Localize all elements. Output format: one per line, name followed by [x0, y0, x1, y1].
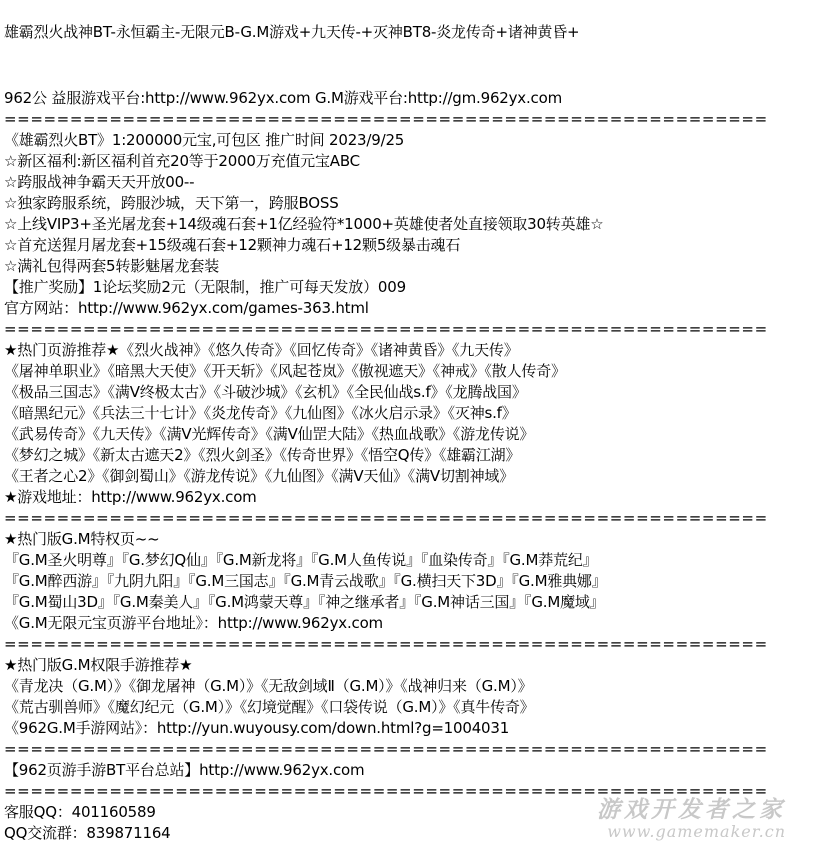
hot-pages-heading: ★热门页游推荐★《烈火战神》《悠久传奇》《回忆传奇》《诸神黄昏》《九天传》: [4, 341, 519, 359]
separator: ==========================================================: [4, 740, 768, 758]
game-address-link[interactable]: ★游戏地址：http://www.962yx.com: [4, 488, 257, 506]
document-body: [4, 22, 812, 844]
game-list-line: 《梦幻之城》《新太古遮天2》《烈火剑圣》《传奇世界》《悟空Q传》《雄霸江湖》: [4, 446, 521, 464]
page-title: 雄霸烈火战神BT-永恒霸主-无限元B-G.M游戏+九天传-+灭神BT8-炎龙传奇+诸神黄昏+: [4, 23, 580, 41]
separator: ==========================================================: [4, 110, 768, 128]
main-site-link[interactable]: 【962页游手游BT平台总站】http://www.962yx.com: [4, 761, 365, 779]
promo-section: [4, 130, 812, 319]
game-list-line: 《武易传奇》《九天传》《满V光辉传奇》《满V仙罡大陆》《热血战歌》《游龙传说》: [4, 425, 535, 443]
qq-group: QQ交流群：839871164: [4, 824, 171, 842]
official-site-link[interactable]: 官方网站：http://www.962yx.com/games-363.html: [4, 299, 369, 317]
game-list-line: 《屠神单职业》《暗黑大天使》《开天斩》《风起苍岚》《傲视遮天》《神戒》《散人传奇》: [4, 362, 566, 380]
promo-reward: 【推广奖励】1论坛奖励2元（无限制，推广可每天发放）009: [4, 278, 406, 296]
gm-pages-section: [4, 529, 812, 634]
separator: ==========================================================: [4, 635, 768, 653]
promo-item: ☆跨服战神争霸天天开放00--: [4, 173, 195, 191]
mobile-list-line: 《荒古驯兽师》《魔幻纪元（G.M）》《幻境觉醒》《口袋传说（G.M）》《真牛传奇》: [4, 698, 535, 716]
gm-list-line: 『G.M圣火明尊』『G.梦幻Q仙』『G.M新龙将』『G.M人鱼传说』『血染传奇』『G.M莽荒纪』: [4, 551, 598, 569]
game-list-line: 《极品三国志》《满V终极太古》《斗破沙城》《玄机》《全民仙战s.f》《龙腾战国》: [4, 383, 527, 401]
promo-item: ☆首充送猩月屠龙套+15级魂石套+12颗神力魂石+12颗5级暴击魂石: [4, 236, 461, 254]
separator: ==========================================================: [4, 509, 768, 527]
promo-item: ☆独家跨服系统，跨服沙城，天下第一，跨服BOSS: [4, 194, 339, 212]
promo-headline: 《雄霸烈火BT》1:200000元宝,可包区 推广时间 2023/9/25: [4, 131, 405, 149]
promo-item: ☆新区福利:新区福利首充20等于2000万充值元宝ABC: [4, 152, 360, 170]
separator: ==========================================================: [4, 782, 768, 800]
contact-section: [4, 802, 812, 844]
promo-item: ☆上线VIP3+圣光屠龙套+14级魂石套+1亿经验符*1000+英雄使者处直接领取30转英雄☆: [4, 215, 604, 233]
gm-list-line: 『G.M蜀山3D』『G.M秦美人』『G.M鸿蒙天尊』『神之继承者』『G.M神话三国』『G.M魔域』: [4, 593, 605, 611]
watermark-cn: 游戏开发者之家: [597, 796, 786, 823]
mobile-list-line: 《青龙决（G.M）》《御龙屠神（G.M）》《无敌剑域Ⅱ（G.M）》《战神归来（G.M）》: [4, 677, 533, 695]
mobile-site-link[interactable]: 《962G.M手游网站》：http://yun.wuyousy.com/down.html?g=1004031: [4, 719, 510, 737]
gm-platform-link[interactable]: 《G.M无限元宝页游平台地址》：http://www.962yx.com: [4, 614, 383, 632]
support-qq: 客服QQ：401160589: [4, 803, 156, 821]
platform-line: 962公 益服游戏平台:http://www.962yx.com G.M游戏平台:http://gm.962yx.com: [4, 89, 562, 107]
gm-pages-heading: ★热门版G.M特权页~~: [4, 530, 160, 548]
gm-mobile-section: [4, 655, 812, 739]
game-list-line: 《王者之心2》《御剑蜀山》《游龙传说》《九仙图》《满V天仙》《满V切割神域》: [4, 467, 514, 485]
promo-item: ☆满礼包得两套5转影魅屠龙套装: [4, 257, 219, 275]
game-list-line: 《暗黑纪元》《兵法三十七计》《炎龙传奇》《九仙图》《冰火启示录》《灭神s.f》: [4, 404, 517, 422]
watermark-en: www.gamemaker.cn: [607, 822, 786, 841]
gm-list-line: 『G.M醉西游』『九阴九阳』『G.M三国志』『G.M青云战歌』『G.横扫天下3D』『G.M雅典娜』: [4, 572, 607, 590]
gm-mobile-heading: ★热门版G.M权限手游推荐★: [4, 656, 193, 674]
hot-pages-section: [4, 340, 812, 508]
separator: ==========================================================: [4, 320, 768, 338]
